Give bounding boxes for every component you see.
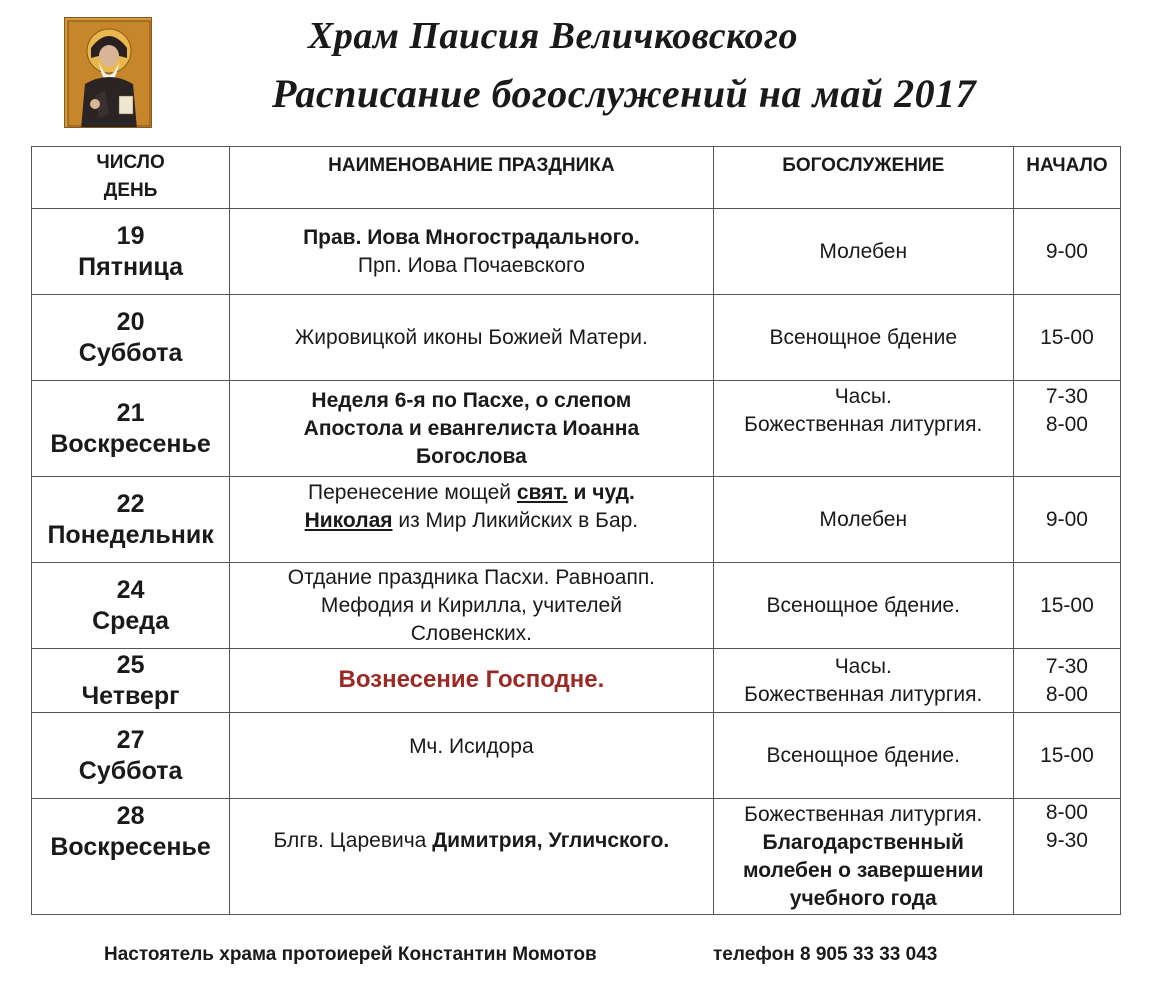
header-day-line2: ДЕНЬ bbox=[103, 180, 158, 201]
date-number: 21 bbox=[116, 398, 145, 427]
service-line: молебен о завершении bbox=[742, 858, 984, 882]
start-cell bbox=[1013, 649, 1120, 713]
table-row bbox=[32, 295, 1121, 381]
date-number: 19 bbox=[116, 221, 145, 250]
feast-cell bbox=[230, 477, 713, 563]
table-row bbox=[32, 477, 1121, 563]
feast-text: Мч. Исидора bbox=[409, 735, 534, 758]
page-title: Храм Паисия Величковского bbox=[308, 15, 798, 57]
start-time: 9-30 bbox=[1045, 829, 1088, 852]
service-cell: Молебен bbox=[713, 477, 1013, 563]
date-cell bbox=[32, 649, 230, 713]
start-time: 8-00 bbox=[1045, 413, 1088, 436]
weekday: Воскресенье bbox=[50, 429, 211, 458]
feast-highlight: Вознесение Господне. bbox=[338, 666, 605, 693]
start-cell: 9-00 bbox=[1013, 209, 1120, 295]
feast-line: Апостола и евангелиста Иоанна bbox=[303, 416, 640, 440]
table-header-row bbox=[32, 147, 1121, 209]
start-cell: 15-00 bbox=[1013, 563, 1120, 649]
date-number: 24 bbox=[116, 575, 145, 604]
feast-text: Перенесение мощей bbox=[308, 481, 517, 504]
feast-line: Словенских. bbox=[410, 621, 533, 645]
service-cell: Всенощное бдение. bbox=[713, 713, 1013, 799]
service-cell: Всенощное бдение bbox=[713, 295, 1013, 381]
feast-cell bbox=[230, 381, 713, 477]
weekday: Воскресенье bbox=[50, 833, 211, 861]
table-row bbox=[32, 381, 1121, 477]
feast-plain: Прп. Иова Почаевского bbox=[357, 253, 585, 277]
table-row bbox=[32, 209, 1121, 295]
weekday: Суббота bbox=[78, 756, 183, 785]
service-cell: Всенощное бдение. bbox=[713, 563, 1013, 649]
service-cell bbox=[713, 381, 1013, 477]
service-line: Благодарственный bbox=[762, 830, 964, 854]
service-line: Часы. bbox=[834, 385, 892, 408]
service-line: Божественная литургия. bbox=[744, 802, 983, 826]
date-number: 22 bbox=[116, 489, 145, 518]
service-cell: Молебен bbox=[713, 209, 1013, 295]
feast-cell bbox=[230, 713, 713, 799]
feast-plain: Блгв. Царевича bbox=[273, 829, 433, 852]
header-start: НАЧАЛО bbox=[1013, 147, 1120, 209]
feast-line: Отдание праздника Пасхи. Равноапп. bbox=[287, 565, 656, 589]
footer-phone: телефон 8 905 33 33 043 bbox=[713, 944, 938, 965]
table-row bbox=[32, 649, 1121, 713]
feast-text: из Мир Ликийских в Бар. bbox=[392, 509, 639, 532]
weekday: Суббота bbox=[78, 338, 183, 367]
service-cell bbox=[713, 799, 1013, 915]
header-feast: НАИМЕНОВАНИЕ ПРАЗДНИКА bbox=[230, 147, 713, 209]
feast-bold: и чуд. bbox=[567, 481, 635, 504]
date-cell bbox=[32, 477, 230, 563]
start-cell: 9-00 bbox=[1013, 477, 1120, 563]
service-cell bbox=[713, 649, 1013, 713]
start-time: 7-30 bbox=[1045, 654, 1088, 678]
service-line: Божественная литургия. bbox=[744, 413, 983, 436]
feast-line: Богослова bbox=[415, 444, 527, 468]
weekday: Четверг bbox=[81, 681, 180, 710]
date-number: 25 bbox=[116, 650, 145, 679]
service-line: Божественная литургия. bbox=[744, 682, 983, 706]
table-row bbox=[32, 799, 1121, 915]
start-cell: 15-00 bbox=[1013, 295, 1120, 381]
header-day-line1: ЧИСЛО bbox=[96, 152, 165, 173]
feast-underlined-bold: свят. bbox=[516, 481, 568, 504]
header-service: БОГОСЛУЖЕНИЕ bbox=[713, 147, 1013, 209]
weekday: Пятница bbox=[78, 252, 184, 281]
schedule-table bbox=[31, 146, 1121, 915]
service-line: Часы. bbox=[834, 654, 892, 678]
saint-icon-image bbox=[64, 17, 152, 128]
feast-bold: Димитрия, Угличского. bbox=[432, 829, 670, 852]
feast-cell bbox=[230, 563, 713, 649]
date-number: 20 bbox=[116, 307, 145, 336]
feast-cell bbox=[230, 209, 713, 295]
weekday: Понедельник bbox=[47, 520, 214, 549]
feast-line: Мефодия и Кирилла, учителей bbox=[320, 593, 622, 617]
start-cell bbox=[1013, 381, 1120, 477]
start-cell bbox=[1013, 799, 1120, 915]
feast-bold: Прав. Иова Многострадального. bbox=[303, 225, 640, 249]
start-time: 8-00 bbox=[1045, 682, 1088, 706]
weekday: Среда bbox=[92, 606, 170, 635]
table-row bbox=[32, 563, 1121, 649]
start-cell: 15-00 bbox=[1013, 713, 1120, 799]
start-time: 8-00 bbox=[1045, 801, 1088, 824]
date-number: 28 bbox=[116, 802, 145, 830]
date-cell bbox=[32, 799, 230, 915]
header-day bbox=[32, 147, 230, 209]
feast-underlined-bold: Николая bbox=[304, 509, 393, 532]
page-subtitle: Расписание богослужений на май 2017 bbox=[272, 71, 977, 116]
feast-cell bbox=[230, 649, 713, 713]
feast-cell bbox=[230, 799, 713, 915]
date-cell bbox=[32, 381, 230, 477]
table-row bbox=[32, 713, 1121, 799]
date-cell bbox=[32, 295, 230, 381]
feast-cell: Жировицкой иконы Божией Матери. bbox=[230, 295, 713, 381]
date-number: 27 bbox=[116, 725, 145, 754]
feast-line: Неделя 6-я по Пасхе, о слепом bbox=[311, 388, 632, 412]
start-time: 7-30 bbox=[1045, 385, 1088, 408]
date-cell bbox=[32, 563, 230, 649]
date-cell bbox=[32, 209, 230, 295]
date-cell bbox=[32, 713, 230, 799]
service-line: учебного года bbox=[789, 886, 937, 910]
footer-rector: Настоятель храма протоиерей Константин Момотов bbox=[104, 944, 597, 965]
